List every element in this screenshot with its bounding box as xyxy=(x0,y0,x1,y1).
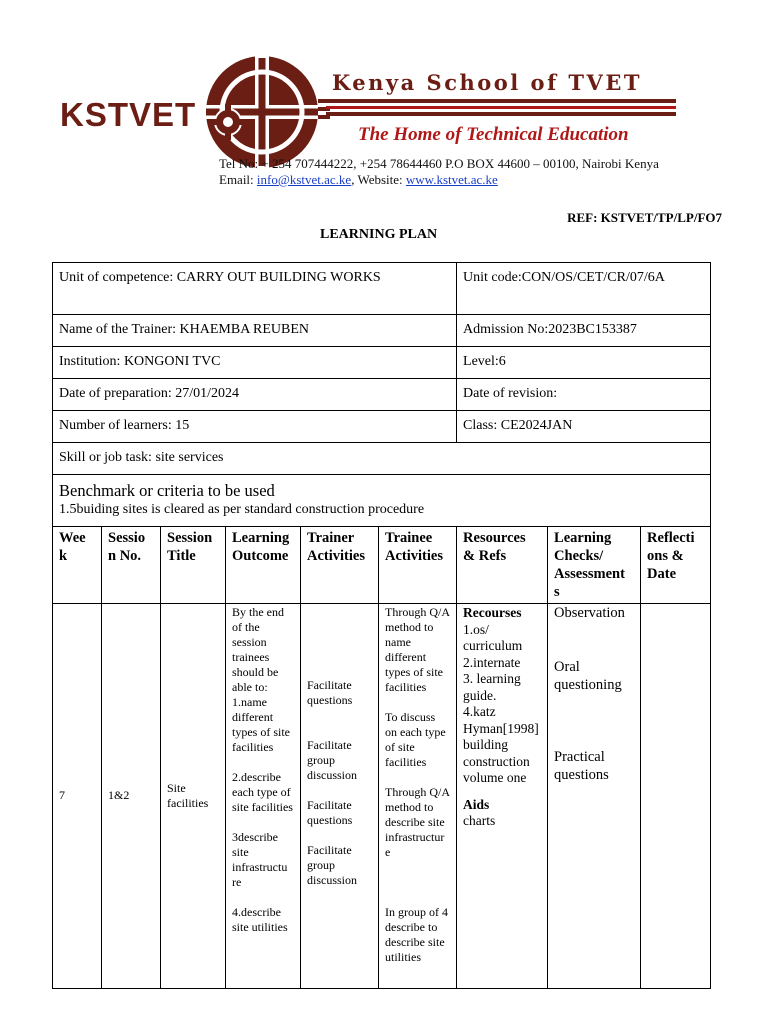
cell-session-no xyxy=(102,604,161,989)
table-row xyxy=(53,604,711,989)
info-row-learners xyxy=(53,411,711,443)
col-header-learning-outcome: Learning Outcome xyxy=(226,527,301,604)
cell-learning-outcome xyxy=(226,604,301,989)
level: Level:6 xyxy=(457,347,711,379)
column-header-row xyxy=(53,527,711,604)
info-row-institution xyxy=(53,347,711,379)
date-of-preparation: Date of preparation: 27/01/2024 xyxy=(53,379,457,411)
trainer-activities-text: Facilitate questions Facilitate group discussion Facilitate questions Facilitate group discussion xyxy=(307,678,358,887)
kstvet-logo-emblem xyxy=(200,52,330,172)
col-header-session-no: Sessio n No. xyxy=(102,527,161,604)
page-title: LEARNING PLAN xyxy=(320,227,438,242)
cell-resources xyxy=(457,604,548,989)
cell-trainer-activities xyxy=(301,604,379,989)
col-header-trainer-activities: Trainer Activities xyxy=(301,527,379,604)
info-row-dates xyxy=(53,379,711,411)
cell-session-title xyxy=(161,604,226,989)
learning-outcome-text: By the end of the session trainees should be able to: 1.name different types of site facilities 2.describe each type of site facilities 3describe site infrastructu re 4.describe site utilities xyxy=(232,605,293,934)
cell-learning-checks xyxy=(548,604,641,989)
admission-number: Admission No:2023BC153387 xyxy=(457,315,711,347)
unit-of-competence: Unit of competence: CARRY OUT BUILDING WORKS xyxy=(53,263,457,315)
skill-job-task: Skill or job task: site services xyxy=(53,443,711,475)
contact-email-website xyxy=(219,172,498,188)
school-name: Kenya School of TVET xyxy=(332,70,642,95)
email-link[interactable]: info@kstvet.ac.ke xyxy=(256,172,352,187)
learning-plan-table xyxy=(52,262,711,989)
brand-name: KSTVET xyxy=(60,96,197,133)
class: Class: CE2024JAN xyxy=(457,411,711,443)
resources-text: 1.os/ curriculum 2.internate 3. learning guide. 4.katz Hyman[1998] building construction volume one xyxy=(463,621,539,785)
reference-number: REF: KSTVET/TP/LP/FO7 xyxy=(567,210,722,225)
cell-week xyxy=(53,604,102,989)
trainer-name: Name of the Trainer: KHAEMBA REUBEN xyxy=(53,315,457,347)
number-of-learners: Number of learners: 15 xyxy=(53,411,457,443)
aids-text: charts xyxy=(463,813,496,828)
col-header-week: Wee k xyxy=(53,527,102,604)
resources-heading: Recourses xyxy=(463,605,522,620)
col-header-trainee-activities: Trainee Activities xyxy=(379,527,457,604)
trainee-activities-text: Through Q/A method to name different types of site facilities To discuss on each type of site facilities Through Q/A method to describe site infrastructur e In group of 4 describe to describe site utilities xyxy=(385,605,450,964)
email-label: Email: xyxy=(219,172,257,187)
letterhead-stripes xyxy=(326,98,678,118)
cell-trainee-activities xyxy=(379,604,457,989)
benchmark-title: Benchmark or criteria to be used xyxy=(59,481,275,500)
col-header-reflections: Reflecti ons & Date xyxy=(641,527,711,604)
date-of-revision: Date of revision: xyxy=(457,379,711,411)
session-value: 1&2 xyxy=(108,788,130,802)
session-title-value: Site facilities xyxy=(167,781,209,810)
col-header-resources: Resources & Refs xyxy=(457,527,548,604)
website-link[interactable]: www.kstvet.ac.ke xyxy=(405,172,498,187)
col-header-learning-checks: Learning Checks/ Assessment s xyxy=(548,527,641,604)
info-row-skill xyxy=(53,443,711,475)
info-row-unit xyxy=(53,263,711,315)
institution: Institution: KONGONI TVC xyxy=(53,347,457,379)
week-value: 7 xyxy=(59,788,65,802)
benchmark-cell xyxy=(53,475,711,527)
contact-phone-address: Tel No: + 254 707444222, +254 78644460 P.O BOX 44600 – 00100, Nairobi Kenya xyxy=(219,156,659,171)
info-row-trainer xyxy=(53,315,711,347)
letterhead xyxy=(0,0,768,200)
website-label: , Website: xyxy=(351,172,406,187)
cell-reflections xyxy=(641,604,711,989)
unit-code: Unit code:CON/OS/CET/CR/07/6A xyxy=(457,263,711,315)
benchmark-criteria: 1.5buiding sites is cleared as per standard construction procedure xyxy=(59,502,425,517)
learning-checks-text: Observation Oral questioning Practical questions xyxy=(554,605,625,783)
col-header-session-title: Session Title xyxy=(161,527,226,604)
benchmark-row xyxy=(53,475,711,527)
tagline: The Home of Technical Education xyxy=(358,124,629,145)
aids-heading: Aids xyxy=(463,796,490,812)
